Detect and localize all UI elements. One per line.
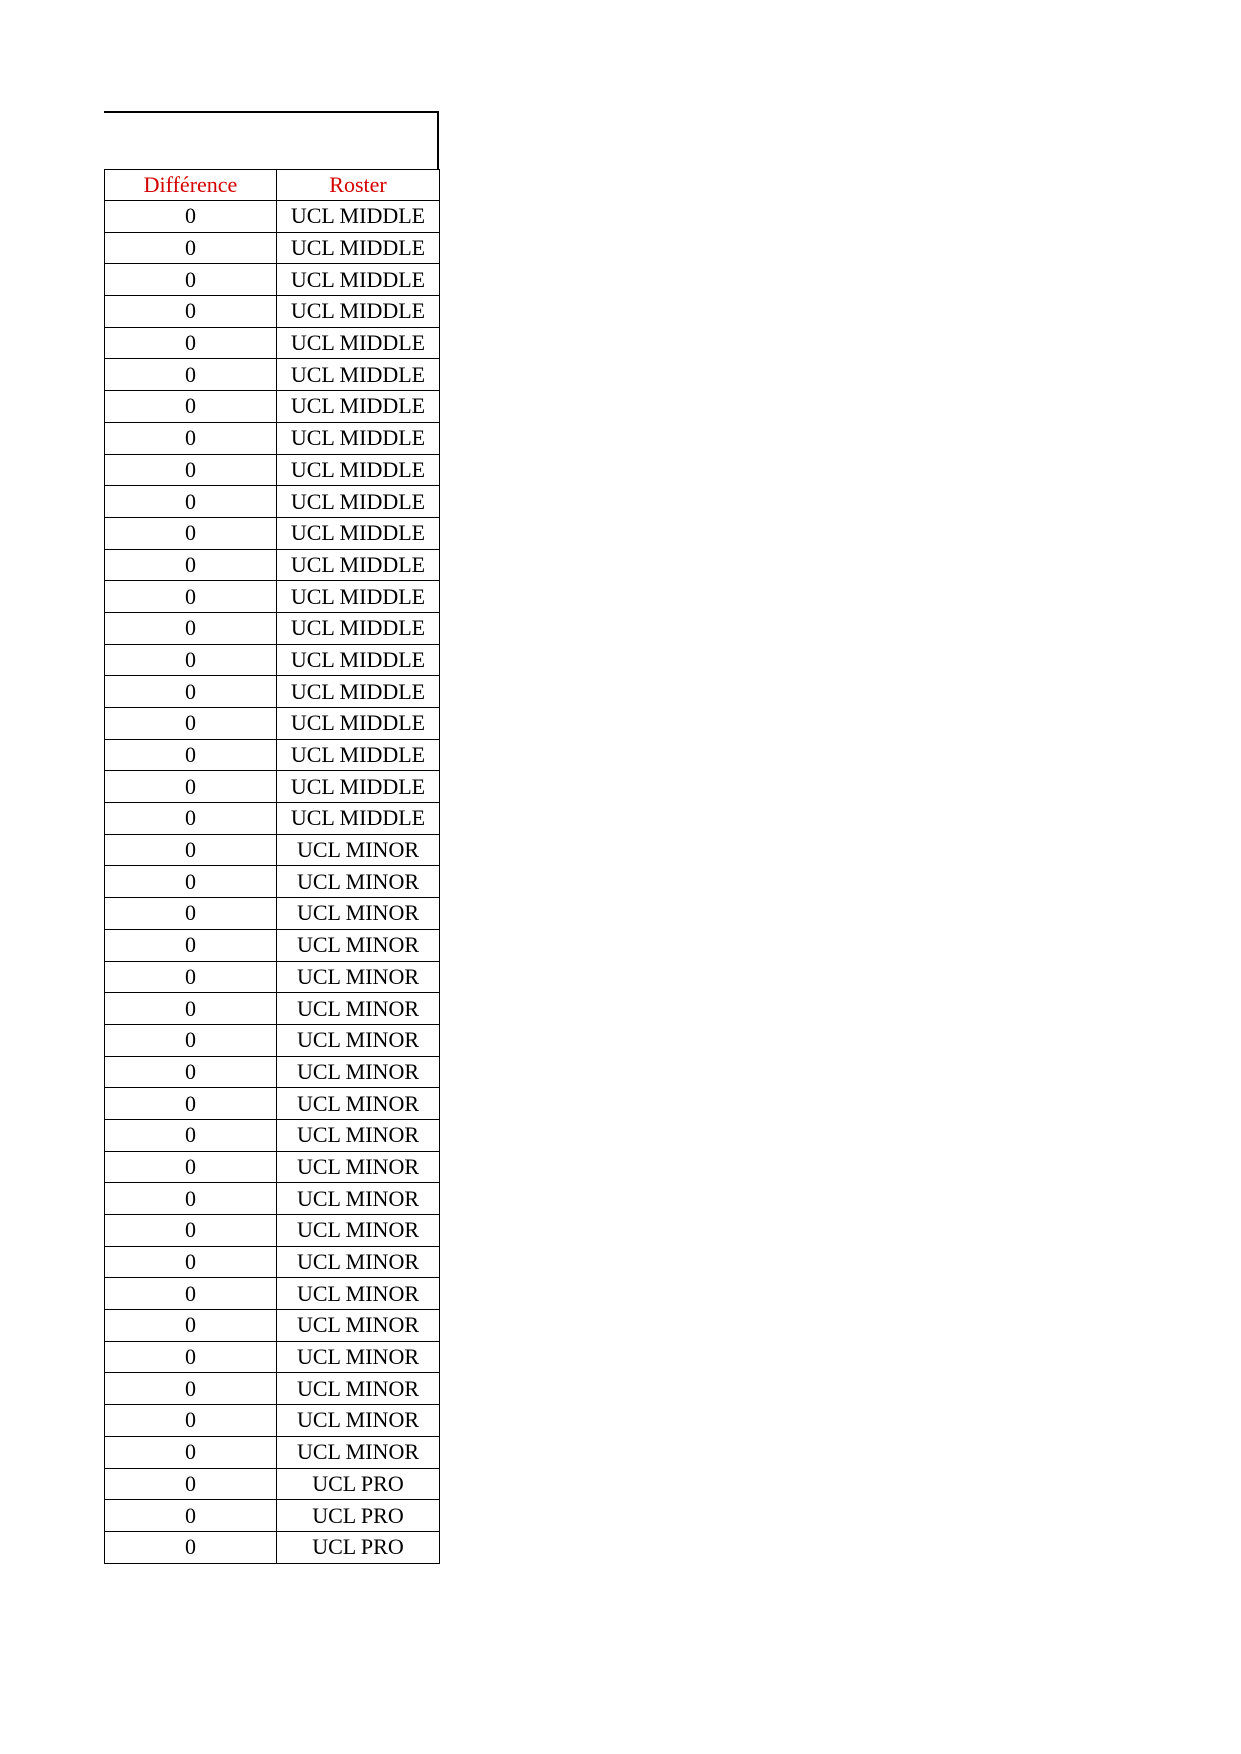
table-row <box>105 1119 440 1151</box>
difference-cell: 0 <box>105 803 277 835</box>
roster-cell: UCL MINOR <box>277 1024 440 1056</box>
difference-cell: 0 <box>105 1183 277 1215</box>
table-row <box>105 739 440 771</box>
table-row <box>105 1531 440 1563</box>
roster-cell: UCL MINOR <box>277 1436 440 1468</box>
roster-cell: UCL MINOR <box>277 1405 440 1437</box>
difference-cell: 0 <box>105 739 277 771</box>
difference-cell: 0 <box>105 422 277 454</box>
roster-cell: UCL PRO <box>277 1468 440 1500</box>
table-row <box>105 834 440 866</box>
table-row <box>105 359 440 391</box>
difference-cell: 0 <box>105 1056 277 1088</box>
table-row <box>105 454 440 486</box>
roster-cell: UCL MIDDLE <box>277 517 440 549</box>
difference-cell: 0 <box>105 391 277 423</box>
roster-cell: UCL MIDDLE <box>277 612 440 644</box>
difference-cell: 0 <box>105 1215 277 1247</box>
difference-cell: 0 <box>105 517 277 549</box>
roster-cell: UCL MIDDLE <box>277 359 440 391</box>
table-row <box>105 1500 440 1532</box>
roster-cell: UCL MIDDLE <box>277 581 440 613</box>
roster-cell: UCL MINOR <box>277 1215 440 1247</box>
roster-cell: UCL MINOR <box>277 1056 440 1088</box>
difference-cell: 0 <box>105 296 277 328</box>
table-row <box>105 517 440 549</box>
table-row <box>105 549 440 581</box>
roster-cell: UCL MIDDLE <box>277 232 440 264</box>
table-row <box>105 1024 440 1056</box>
table-row <box>105 296 440 328</box>
roster-cell: UCL MIDDLE <box>277 201 440 233</box>
header-difference: Différence <box>105 170 277 201</box>
roster-cell: UCL MINOR <box>277 1119 440 1151</box>
table-row <box>105 1088 440 1120</box>
roster-cell: UCL MIDDLE <box>277 708 440 740</box>
difference-cell: 0 <box>105 1151 277 1183</box>
roster-cell: UCL MINOR <box>277 961 440 993</box>
spreadsheet-page <box>104 111 439 1564</box>
table-row <box>105 1151 440 1183</box>
difference-cell: 0 <box>105 866 277 898</box>
difference-cell: 0 <box>105 549 277 581</box>
table-row <box>105 961 440 993</box>
difference-cell: 0 <box>105 1310 277 1342</box>
difference-cell: 0 <box>105 1500 277 1532</box>
table-row <box>105 708 440 740</box>
difference-cell: 0 <box>105 454 277 486</box>
roster-cell: UCL MINOR <box>277 866 440 898</box>
roster-cell: UCL PRO <box>277 1531 440 1563</box>
table-row <box>105 898 440 930</box>
roster-cell: UCL MIDDLE <box>277 422 440 454</box>
difference-cell: 0 <box>105 961 277 993</box>
roster-cell: UCL MINOR <box>277 1278 440 1310</box>
table-row <box>105 1215 440 1247</box>
roster-cell: UCL MIDDLE <box>277 296 440 328</box>
roster-cell: UCL MINOR <box>277 1088 440 1120</box>
difference-cell: 0 <box>105 581 277 613</box>
header-roster: Roster <box>277 170 440 201</box>
difference-cell: 0 <box>105 264 277 296</box>
table-row <box>105 644 440 676</box>
table-row <box>105 803 440 835</box>
difference-cell: 0 <box>105 1088 277 1120</box>
table-row <box>105 612 440 644</box>
roster-table <box>104 169 440 1564</box>
difference-cell: 0 <box>105 1278 277 1310</box>
difference-cell: 0 <box>105 993 277 1025</box>
difference-cell: 0 <box>105 644 277 676</box>
difference-cell: 0 <box>105 1246 277 1278</box>
roster-cell: UCL MIDDLE <box>277 327 440 359</box>
header-row <box>105 170 440 201</box>
table-row <box>105 327 440 359</box>
difference-cell: 0 <box>105 1373 277 1405</box>
table-row <box>105 391 440 423</box>
difference-cell: 0 <box>105 201 277 233</box>
difference-cell: 0 <box>105 1341 277 1373</box>
difference-cell: 0 <box>105 676 277 708</box>
roster-cell: UCL MIDDLE <box>277 739 440 771</box>
difference-cell: 0 <box>105 612 277 644</box>
empty-header-block <box>104 111 439 169</box>
roster-cell: UCL MIDDLE <box>277 803 440 835</box>
roster-cell: UCL MINOR <box>277 834 440 866</box>
roster-cell: UCL MINOR <box>277 929 440 961</box>
roster-cell: UCL MIDDLE <box>277 486 440 518</box>
table-row <box>105 264 440 296</box>
difference-cell: 0 <box>105 898 277 930</box>
table-row <box>105 1373 440 1405</box>
roster-cell: UCL MINOR <box>277 1151 440 1183</box>
difference-cell: 0 <box>105 834 277 866</box>
roster-cell: UCL MIDDLE <box>277 676 440 708</box>
roster-cell: UCL MIDDLE <box>277 454 440 486</box>
table-row <box>105 993 440 1025</box>
table-body <box>105 201 440 1564</box>
roster-cell: UCL MIDDLE <box>277 264 440 296</box>
difference-cell: 0 <box>105 359 277 391</box>
roster-cell: UCL MIDDLE <box>277 549 440 581</box>
difference-cell: 0 <box>105 327 277 359</box>
difference-cell: 0 <box>105 708 277 740</box>
table-row <box>105 929 440 961</box>
roster-cell: UCL MINOR <box>277 993 440 1025</box>
difference-cell: 0 <box>105 1024 277 1056</box>
table-row <box>105 1341 440 1373</box>
table-row <box>105 1278 440 1310</box>
difference-cell: 0 <box>105 1436 277 1468</box>
table-row <box>105 866 440 898</box>
difference-cell: 0 <box>105 929 277 961</box>
roster-cell: UCL MIDDLE <box>277 771 440 803</box>
table-row <box>105 232 440 264</box>
table-row <box>105 676 440 708</box>
roster-cell: UCL MIDDLE <box>277 644 440 676</box>
difference-cell: 0 <box>105 1531 277 1563</box>
roster-cell: UCL MINOR <box>277 1246 440 1278</box>
difference-cell: 0 <box>105 1119 277 1151</box>
table-row <box>105 486 440 518</box>
difference-cell: 0 <box>105 771 277 803</box>
roster-cell: UCL MINOR <box>277 1183 440 1215</box>
table-row <box>105 1310 440 1342</box>
table-row <box>105 201 440 233</box>
table-row <box>105 1056 440 1088</box>
roster-cell: UCL MINOR <box>277 898 440 930</box>
roster-cell: UCL MIDDLE <box>277 391 440 423</box>
difference-cell: 0 <box>105 486 277 518</box>
difference-cell: 0 <box>105 1468 277 1500</box>
table-row <box>105 1436 440 1468</box>
table-row <box>105 1183 440 1215</box>
difference-cell: 0 <box>105 232 277 264</box>
difference-cell: 0 <box>105 1405 277 1437</box>
roster-cell: UCL MINOR <box>277 1341 440 1373</box>
table-row <box>105 1468 440 1500</box>
roster-cell: UCL PRO <box>277 1500 440 1532</box>
roster-cell: UCL MINOR <box>277 1310 440 1342</box>
table-row <box>105 771 440 803</box>
table-row <box>105 1246 440 1278</box>
table-row <box>105 1405 440 1437</box>
roster-cell: UCL MINOR <box>277 1373 440 1405</box>
table-row <box>105 422 440 454</box>
table-row <box>105 581 440 613</box>
